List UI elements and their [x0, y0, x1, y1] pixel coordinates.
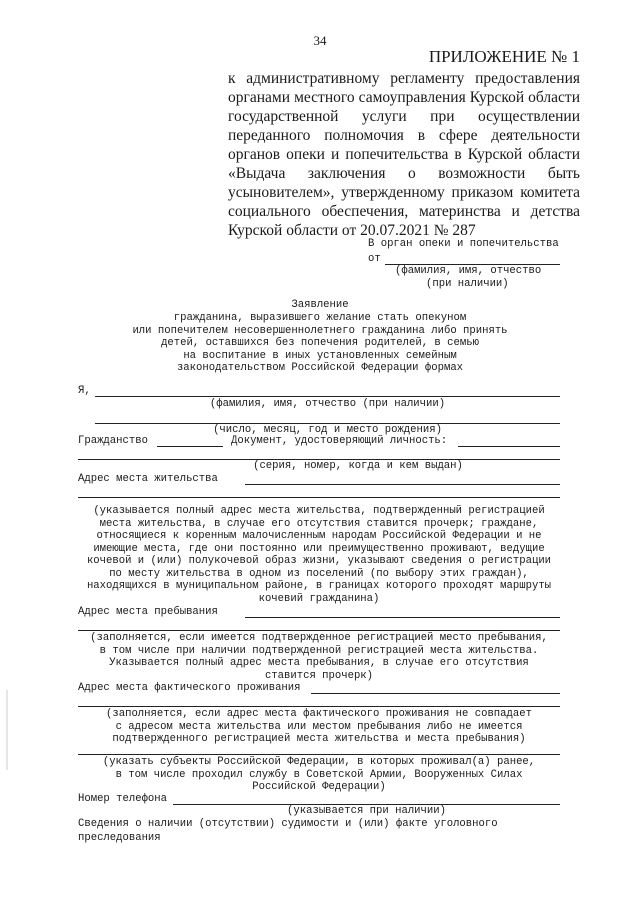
appendix-line: к административному регламенту предоставления: [228, 70, 580, 87]
stay-hint-line: ставится прочерк): [264, 669, 374, 682]
stay-hint-line: Указывается полный адрес места пребывания, в случае его отсутствия: [109, 657, 529, 669]
residence-hint-line: по месту жительства в одном из поселений (по выбору этих граждан),: [109, 567, 529, 580]
stay-field-2[interactable]: [78, 630, 560, 631]
residence-field-2[interactable]: [78, 497, 560, 498]
statement-subtitle-line: детей, оставшихся без попечения родителей, в семью: [161, 337, 479, 349]
appendix-line: Курской области от 20.07.2021 № 287: [228, 222, 476, 239]
appendix-line: органов опеки и попечительства в Курской области: [228, 146, 580, 163]
document-label: Документ, удостоверяющий личность:: [231, 435, 448, 447]
appendix-line: органами местного самоуправления Курской области: [228, 89, 580, 106]
former-regions-hint-line: (указать субъекты Российской Федерации, в которых проживал(а) ранее,: [102, 756, 536, 768]
addressee-to: В орган опеки и попечительства: [368, 238, 559, 250]
former-regions-hint-line: Российской Федерации): [252, 781, 386, 793]
residence-field[interactable]: [245, 484, 560, 485]
statement-subtitle: [0, 312, 640, 375]
residence-hint-line: места жительства, в случае его отсутствия ставится прочерк; граждане,: [99, 517, 539, 530]
actual-address-field-2[interactable]: [78, 706, 560, 707]
fio-field[interactable]: [95, 396, 560, 397]
phone-hint: (указывается при наличии): [287, 805, 446, 817]
appendix-line: переданного полномочия в сфере деятельности: [228, 127, 580, 144]
residence-label: Адрес места жительства: [78, 473, 218, 485]
appendix-reference: [228, 69, 580, 240]
statement-subtitle-line: гражданина, выразившего желание стать опекуном: [173, 312, 467, 324]
stay-hint: [78, 632, 560, 682]
addressee-fio-hint: (фамилия, имя, отчество: [395, 265, 542, 277]
fio-hint: (фамилия, имя, отчество (при наличии): [209, 398, 446, 410]
residence-hint-line: находящихся в муниципальном районе, в границах которого проходят маршруты: [86, 580, 552, 592]
statement-title: Заявление: [291, 299, 349, 311]
former-regions-hint: [78, 756, 560, 794]
statement-subtitle-line: или попечителем несовершеннолетнего гражданина либо принять: [132, 324, 508, 337]
i-label: Я,: [78, 385, 91, 397]
scan-margin-artifact: [6, 690, 8, 770]
appendix-line: государственной услуги при осуществлении: [228, 108, 580, 125]
statement-subtitle-line: на воспитание в иных установленных семейным: [183, 349, 457, 362]
document-field[interactable]: [458, 446, 560, 447]
actual-address-field[interactable]: [311, 693, 560, 694]
statement-subtitle-line: законодательством Российской Федерации формах: [176, 362, 464, 374]
residence-hint-line: (указывается полный адрес места жительства, подтвержденный регистрацией: [93, 505, 545, 517]
citizenship-label: Гражданство: [78, 435, 148, 447]
former-regions-hint-line: в том числе проходил службу в Советской Армии, Вооруженных Силах: [115, 768, 523, 781]
stay-label: Адрес места пребывания: [78, 606, 218, 618]
addressee-from-label: от: [368, 253, 381, 265]
actual-address-hint: [78, 708, 560, 746]
appendix-title: ПРИЛОЖЕНИЕ № 1: [428, 47, 580, 66]
residence-hint-line: кочевой и (или) полукочевой образ жизни, указывают сведения о регистрации: [86, 555, 552, 567]
criminal-record-label: Сведения о наличии (отсутствии) судимости и (или) факте уголовного: [78, 818, 498, 830]
residence-hint-line: относящиеся к коренным малочисленным народам Российской Федерации и не: [96, 530, 542, 542]
document-hint: (серия, номер, когда и кем выдан): [253, 460, 463, 472]
residence-hint: [78, 505, 560, 605]
phone-label: Номер телефона: [78, 793, 168, 805]
appendix-line: социального обеспечения, материнства и детства: [228, 203, 580, 220]
criminal-record-label-2: преследования: [78, 832, 161, 844]
addressee-fio-hint-2: (при наличии): [426, 278, 509, 290]
actual-address-hint-line: (заполняется, если адрес места фактического проживания не совпадает: [106, 708, 532, 720]
actual-address-hint-line: с адресом места жительства или местом пребывания либо не имеется: [115, 720, 523, 733]
residence-hint-line: имеющие места, где они постоянно или преимущественно проживают, ведущие: [93, 542, 545, 555]
stay-field[interactable]: [245, 617, 560, 618]
stay-hint-line: в том числе при наличии подтвержденной регистрацией места жительства.: [99, 644, 539, 657]
page-number: 34: [313, 33, 327, 48]
birth-hint: (число, месяц, год и место рождения): [213, 424, 442, 436]
actual-address-label: Адрес места фактического проживания: [78, 682, 301, 694]
actual-address-hint-line: подтвержденного регистрацией места жительства и места пребывания): [112, 733, 526, 745]
residence-hint-line: кочевий гражданина): [258, 592, 380, 605]
appendix-line: усыновителем», утвержденному приказом комитета: [228, 184, 580, 201]
citizenship-field[interactable]: [157, 446, 223, 447]
former-regions-field[interactable]: [78, 754, 560, 755]
appendix-line: «Выдача заключения о возможности быть: [228, 165, 580, 182]
stay-hint-line: (заполняется, если имеется подтвержденное регистрацией место пребывания,: [90, 632, 548, 644]
